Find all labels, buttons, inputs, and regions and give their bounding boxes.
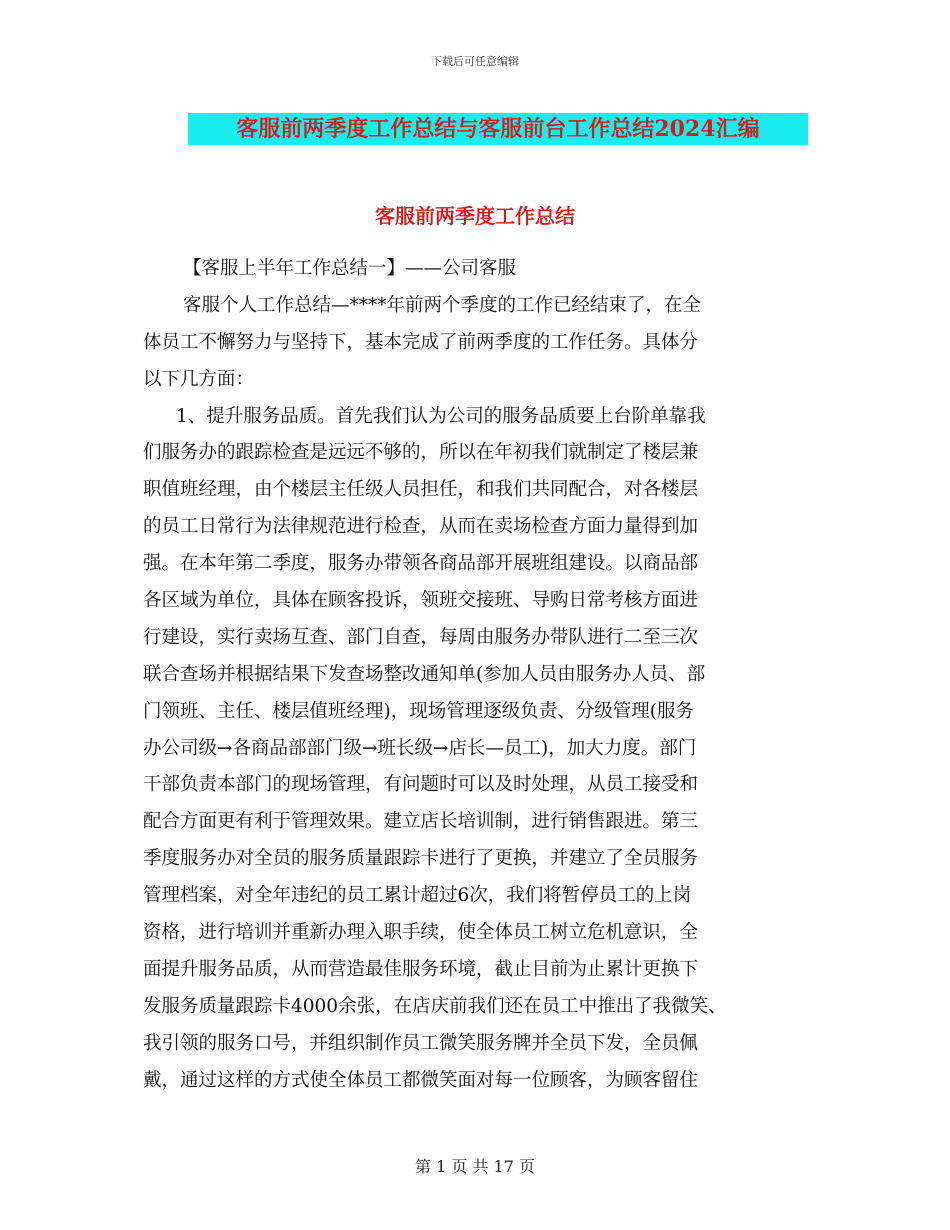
paragraph-line: 以下几方面：	[143, 368, 255, 390]
paragraph-line: 配合方面更有利于管理效果。建立店长培训制，进行销售跟进。第三	[143, 811, 699, 833]
paragraph-line: 1、提升服务品质。首先我们认为公司的服务品质要上台阶单靠我	[176, 405, 706, 427]
page-header-note: 下载后可任意编辑	[431, 55, 519, 68]
paragraph-line: 戴，通过这样的方式使全体员工都微笑面对每一位顾客，为顾客留住	[143, 1069, 699, 1091]
paragraph-line: 职值班经理，由个楼层主任级人员担任，和我们共同配合，对各楼层	[143, 479, 699, 501]
paragraph-line: 体员工不懈努力与坚持下，基本完成了前两季度的工作任务。具体分	[143, 331, 699, 353]
paragraph-line: 面提升服务品质，从而营造最佳服务环境，截止目前为止累计更换下	[143, 958, 699, 980]
paragraph-line: 发服务质量跟踪卡4000余张，在店庆前我们还在员工中推出了我微笑、	[143, 995, 727, 1017]
paragraph-line: 门领班、主任、楼层值班经理)，现场管理逐级负责、分级管理(服务	[143, 700, 694, 722]
paragraph-line: 我引领的服务口号，并组织制作员工微笑服务牌并全员下发，全员佩	[143, 1032, 699, 1054]
paragraph-line: 强。在本年第二季度，服务办带领各商品部开展班组建设。以商品部	[143, 553, 699, 575]
paragraph-line: 们服务办的跟踪检查是远远不够的，所以在年初我们就制定了楼层兼	[143, 442, 699, 464]
paragraph-line: 季度服务办对全员的服务质量跟踪卡进行了更换，并建立了全员服务	[143, 848, 699, 870]
paragraph-line: 管理档案，对全年违纪的员工累计超过6次，我们将暂停员工的上岗	[143, 885, 692, 907]
section-title: 客服前两季度工作总结	[375, 204, 575, 228]
paragraph-line: 干部负责本部门的现场管理，有问题时可以及时处理，从员工接受和	[143, 774, 699, 796]
paragraph-line: 客服个人工作总结—****年前两个季度的工作已经结束了，在全	[183, 294, 702, 316]
paragraph-line: 办公司级→各商品部部门级→班长级→店长—员工)，加大力度。部门	[143, 737, 697, 759]
paragraph-line: 行建设，实行卖场互查、部门自查，每周由服务办带队进行二至三次	[143, 626, 699, 648]
paragraph-line: 各区域为单位，具体在顾客投诉，领班交接班、导购日常考核方面进	[143, 590, 699, 612]
document-title: 客服前两季度工作总结与客服前台工作总结2024汇编	[188, 113, 808, 145]
paragraph-line: 的员工日常行为法律规范进行检查，从而在卖场检查方面力量得到加	[143, 516, 699, 538]
paragraph-line: 联合查场并根据结果下发查场整改通知单(参加人员由服务办人员、部	[143, 663, 706, 685]
subheading-line: 【客服上半年工作总结一】——公司客服	[183, 258, 517, 279]
document-body	[143, 251, 803, 1099]
page-number-footer: 第 1 页 共 17 页	[415, 1157, 535, 1176]
paragraph-line: 资格，进行培训并重新办理入职手续，使全体员工树立危机意识，全	[143, 922, 699, 944]
